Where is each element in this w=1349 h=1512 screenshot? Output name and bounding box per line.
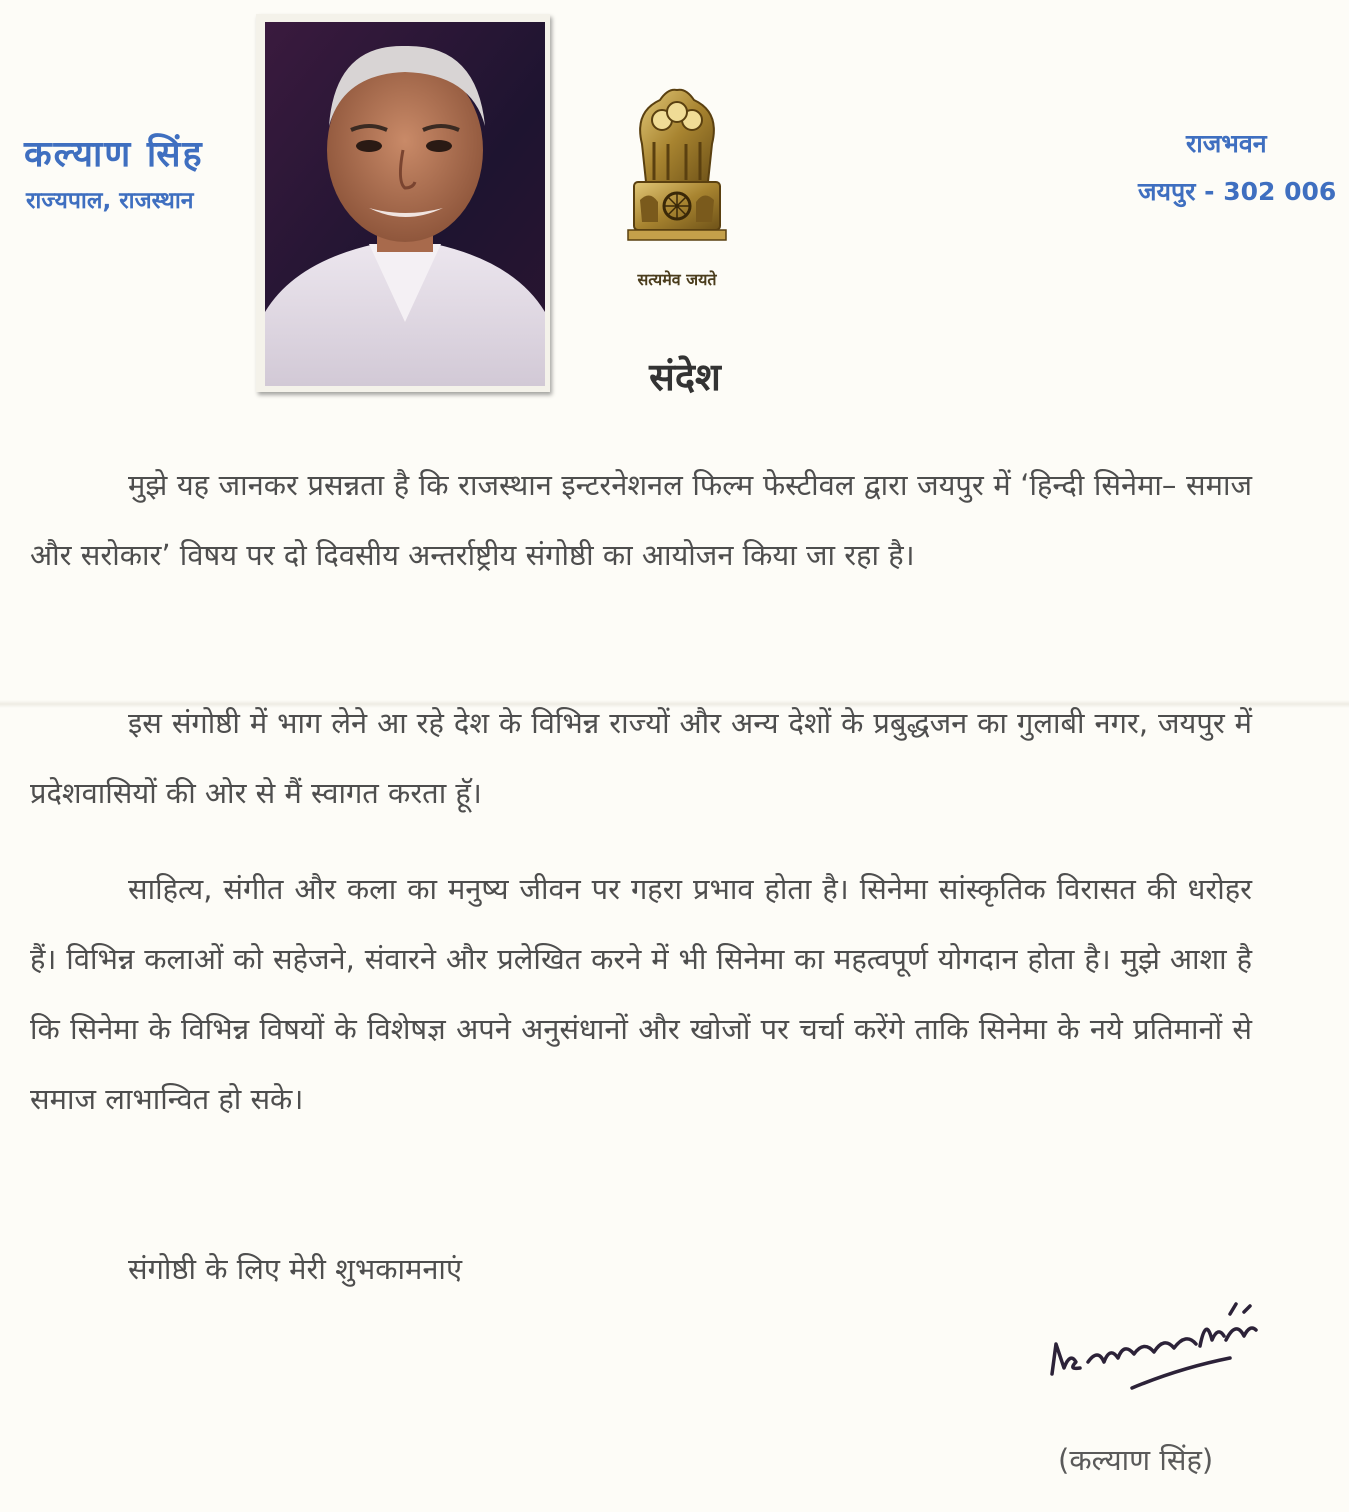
address-city: जयपुर - 302 006 bbox=[1138, 177, 1337, 206]
national-emblem-icon bbox=[612, 82, 742, 248]
handwritten-signature bbox=[1040, 1296, 1270, 1406]
letterhead-name: कल्याण सिंह bbox=[24, 134, 204, 175]
address-place: राजभवन bbox=[1186, 129, 1267, 158]
portrait-frame bbox=[256, 14, 550, 392]
portrait-photo bbox=[265, 22, 545, 386]
signatory-name: (कल्याण सिंह) bbox=[1058, 1443, 1214, 1477]
message-heading: संदेश bbox=[649, 355, 721, 399]
letterhead-designation: राज्यपाल, राजस्थान bbox=[26, 188, 194, 214]
body-paragraph-3: साहित्य, संगीत और कला का मनुष्य जीवन पर गहरा प्रभाव होता है। सिनेमा सांस्कृतिक विरासत की धरोहर हैं। विभिन्न कलाओं को सहेजने, संवारने और प्रलेखित करने में भी सिनेमा का महत्वपूर्ण योगदान होता है। मुझे आशा है कि सिनेमा के विभिन्न विषयों के विशेषज्ञ अपने अनुसंधानों और खोजों पर चर्चा करेंगे ताकि सिनेमा के नये प्रतिमानों से समाज लाभान्वित हो सके। bbox=[30, 872, 1252, 1116]
body-paragraph-2: इस संगोष्ठी में भाग लेने आ रहे देश के विभिन्न राज्यों और अन्य देशों के प्रबुद्धजन का गुलाबी नगर, जयपुर में प्रदेशवासियों की ओर से मैं स्वागत करता हूॅ। bbox=[30, 706, 1252, 810]
closing-wishes: संगोष्ठी के लिए मेरी शुभकामनाएं bbox=[128, 1252, 462, 1286]
emblem-motto: सत्यमेव जयते bbox=[637, 270, 717, 289]
body-paragraph-1: मुझे यह जानकर प्रसन्नता है कि राजस्थान इन्टरनेशनल फिल्म फेस्टीवल द्वारा जयपुर में ‘हिन्दी सिनेमा– समाज और सरोकार’ विषय पर दो दिवसीय अन्तर्राष्ट्रीय संगोष्ठी का आयोजन किया जा रहा है। bbox=[30, 468, 1252, 572]
